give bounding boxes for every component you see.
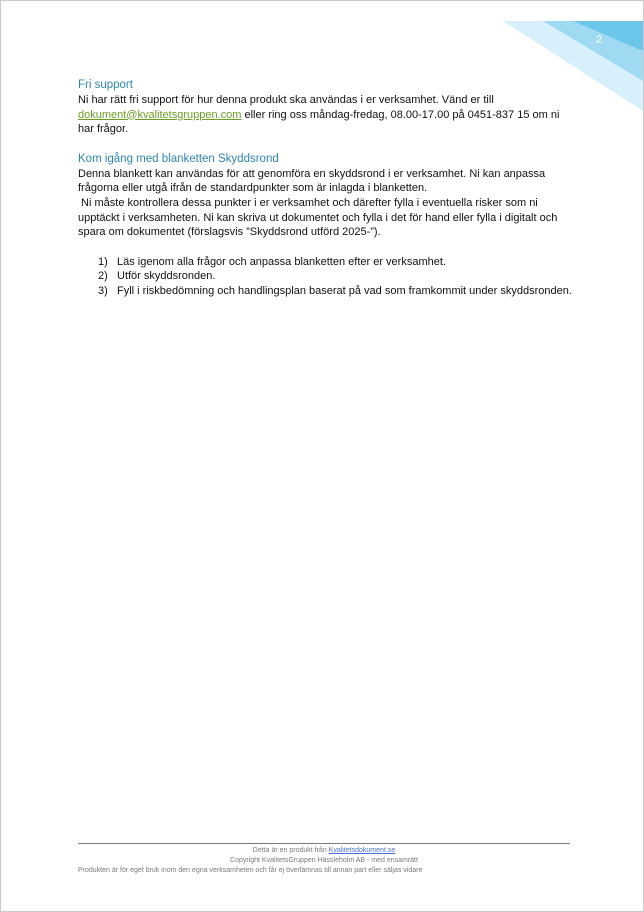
support-line-2-rest: eller ring oss måndag-fredag, 08.00-17.00 på 0451-837 15 om ni — [241, 108, 560, 121]
page-number: 2 — [596, 34, 603, 46]
footer-divider — [78, 843, 570, 844]
step-text: Läs igenom alla frågor och anpassa blanketten efter er verksamhet. — [117, 255, 446, 268]
support-line-2 — [78, 108, 573, 123]
steps-list — [78, 255, 573, 299]
support-line-1: Ni har rätt fri support för hur denna produkt ska användas i er verksamhet. Vänd er till — [78, 94, 494, 106]
footer-usage-note: Produkten är för eget bruk inom den egna verksamheten och får ej överlämnas till annan part eller säljas vidare — [78, 867, 423, 874]
footer-line-1 — [78, 846, 570, 856]
support-email-link[interactable]: dokument@kvalitetsgruppen.com — [78, 108, 242, 121]
getting-started-line-5: spara om dokumentet (förslagsvis ”Skyddsrond utförd 2025-”). — [78, 226, 381, 239]
footer-line-1-prefix: Detta är en produkt från — [252, 847, 329, 854]
step-text: Fyll i riskbedömning och handlingsplan baserat på vad som framkommit under skyddsronden. — [117, 284, 572, 297]
step-text: Utför skyddsronden. — [117, 270, 216, 283]
getting-started-line-4: upptäckt i verksamheten. Ni kan skriva ut dokumentet och fylla i det för hand eller fylla i digitalt och — [78, 211, 558, 224]
section-gap — [78, 137, 573, 152]
step-item — [78, 269, 573, 284]
getting-started-line-1: Denna blankett kan användas för att genomföra en skyddsrond i er verksamhet. Ni kan anpassa — [78, 167, 546, 180]
step-number: 1) — [98, 255, 108, 268]
getting-started-line-2: frågorna eller utgå ifrån de standardpunkter som är inlagda i blanketten. — [78, 182, 428, 195]
getting-started-heading: Kom igång med blanketten Skyddsrond — [78, 152, 279, 165]
getting-started-line-3: Ni måste kontrollera dessa punkter i er verksamhet och därefter fylla i eventuella risker som ni — [78, 196, 538, 209]
footer — [78, 846, 570, 876]
footer-website-link[interactable]: Kvalitetsdokument.se — [328, 847, 396, 854]
support-line-3: har frågor. — [78, 123, 129, 136]
step-item — [78, 255, 573, 270]
step-item — [78, 284, 573, 299]
support-paragraph — [78, 93, 573, 137]
step-number: 2) — [98, 270, 108, 283]
support-heading: Fri support — [78, 79, 133, 91]
step-number: 3) — [98, 284, 108, 297]
footer-copyright: Copyright KvalitetsGruppen Hässleholm AB - med ensamrätt — [230, 857, 418, 864]
getting-started-paragraph — [78, 167, 573, 240]
document-body — [78, 78, 573, 299]
